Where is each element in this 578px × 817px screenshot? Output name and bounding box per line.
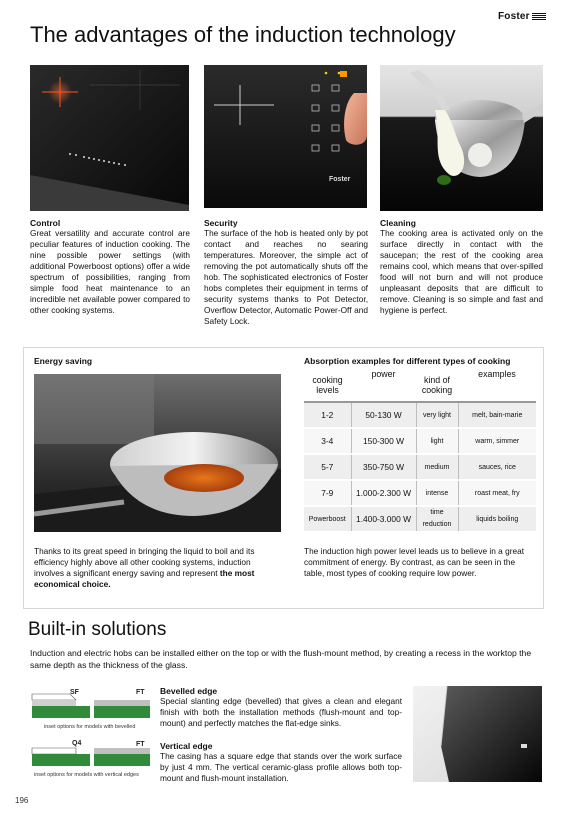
header-kind-of-cooking: kind of cooking [416,369,458,402]
builtin-intro: Induction and electric hobs can be installed either on the top or with the flush-mount method, by creating a recess in the worktop the same depth as the thickness of the glass. [30,648,532,670]
bevelled-label-right: FT [136,689,145,696]
photo-wok [34,374,281,532]
absorption-heading: Absorption examples for different types of cooking [304,356,511,366]
header-cooking-levels: cooking levels [304,369,351,402]
column-cleaning [380,218,543,316]
bevelled-label-left: SF [70,689,79,696]
column-heading: Control [30,218,61,228]
cell-example: sauces, rice [458,454,536,480]
vertical-caption: inset options for models with vertical edges [34,772,139,778]
brand-stripes-icon [532,13,546,20]
cell-power: 1.000-2.300 W [351,480,416,506]
bevelled-diagram [30,688,152,734]
photo-touch-controls [204,65,367,208]
page-title: The advantages of the induction technology [30,22,456,47]
cell-level: 7-9 [304,480,351,506]
photo-control-panel [30,65,189,211]
cell-level: 3-4 [304,428,351,454]
table-row [304,428,536,454]
cell-kind: medium [416,454,458,480]
column-heading: Security [204,218,238,228]
table-row [304,506,536,532]
brand-name: Foster [498,11,530,22]
column-control [30,218,190,316]
cell-example: roast meat, fry [458,480,536,506]
energy-text-bold: the most economical choice. [34,568,255,589]
header-examples: examples [458,369,536,402]
cell-example: liquids boiling [458,506,536,532]
brand-logo [498,11,546,22]
cell-kind: intense [416,480,458,506]
cell-kind: very light [416,402,458,428]
header-power: power [351,369,416,402]
cell-example: warm, simmer [458,428,536,454]
cell-power: 150-300 W [351,428,416,454]
table-row [304,454,536,480]
bevelled-heading: Bevelled edge [160,686,218,696]
bevelled-section [160,686,402,729]
table-header-row [304,369,536,402]
cell-example: melt, bain-marie [458,402,536,428]
photo-cleaning-pan [380,65,543,211]
column-security [204,218,368,327]
vertical-diagram [30,740,152,782]
table-row [304,402,536,428]
energy-heading: Energy saving [34,356,93,366]
bevelled-text: Special slanting edge (bevelled) that gives a clean and elegant finish with both the installation methods (flush-mount and top-mount) and perfectly matches the flat-edge sinks. [160,696,402,728]
vertical-label-left: Q4 [72,740,82,747]
absorption-table [304,369,536,533]
vertical-section [160,741,402,784]
energy-text [34,546,280,590]
bevelled-caption: inset options for models with bevelled [44,724,136,730]
cell-level: Powerboost [304,506,351,532]
energy-text-plain: Thanks to its great speed in bringing the liquid to boil and its efficiency highly above all other cooking systems, induction involves a significant energy saving and represent [34,546,255,578]
cell-level: 5-7 [304,454,351,480]
photo-glass-edge [413,686,542,782]
builtin-heading: Built-in solutions [28,619,167,640]
column-text: Great versatility and accurate control are peculiar features of induction cooking. The nine possible power settings (with additional Powerboost options) offer a wide spectrum of possibilities, ranging from simple food heat maintenance to an incredible net available power compared to other cooking systems. [30,228,190,315]
cell-power: 1.400-3.000 W [351,506,416,532]
vertical-heading: Vertical edge [160,741,213,751]
cell-level: 1-2 [304,402,351,428]
column-text: The cooking area is activated only on the surface directly in contact with the saucepan; the rest of the cooking area remains cool, which means that over-spilled food will not burn and will not produce unpleasant deposits that are difficult to remove. Cleaning is so simple and fast and hygiene is perfect. [380,228,543,315]
cell-kind: time reduction [416,506,458,532]
page-number: 196 [15,796,29,805]
cell-power: 50-130 W [351,402,416,428]
cell-kind: light [416,428,458,454]
cell-power: 350-750 W [351,454,416,480]
absorption-note: The induction high power level leads us to believe in a great commitment of energy. By contrast, as can be seen in the table, most types of cooking require low power. [304,546,525,578]
vertical-text: The casing has a square edge that stands over the work surface by just 4 mm. The vertical ceramic-glass profile allows both top-mount and flush-mount installation. [160,751,402,783]
panel-logo: Foster [329,176,351,183]
column-heading: Cleaning [380,218,416,228]
column-text: The surface of the hob is heated only by pot contact and reaches no searing temperatures. Moreover, the simple act of removing the pot automatically shuts off the hob. The sophisticated electronics of Foster hobs completes their equipment in terms of security systems thanks to Pot Detector, Overflow Detector, Automatic Power-Off and Safety Lock. [204,228,368,326]
table-row [304,480,536,506]
vertical-label-right: FT [136,741,145,748]
